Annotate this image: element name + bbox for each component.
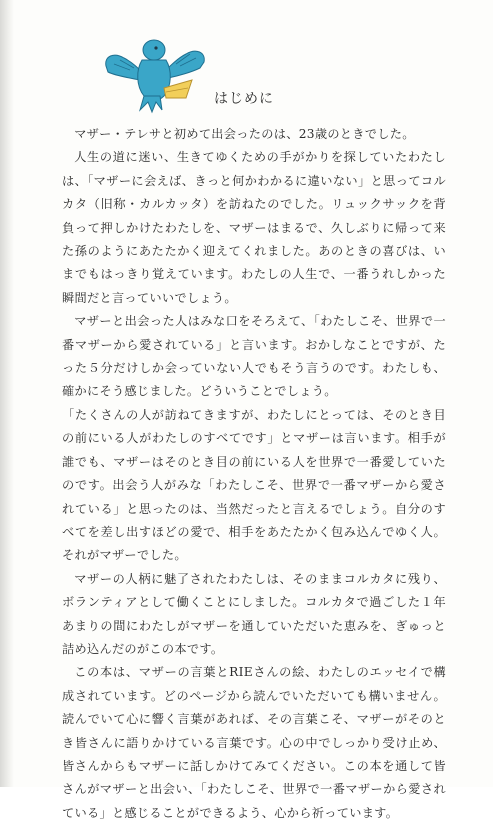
- chapter-title: はじめに: [214, 91, 274, 107]
- paragraph-4: 「たくさんの人が訪ねてきますが、わたしにとっては、そのとき目の前にいる人がわたしのすべてです」とマザーは言います。相手が誰でも、マザーはそのとき目の前にいる人を世界で一番愛していたのです。出会う人がみな「わたしこそ、世界で一番マザーから愛されている」と思ったのは、当然だったと言えるでしょう。自分のすべてを差し出すほどの愛で、相手をあたたかく包み込んでゆく人。それがマザーでした。: [62, 407, 446, 563]
- blue-bird-icon: [100, 36, 210, 116]
- paragraph-3: マザーと出会った人はみな口をそろえて、「わたしこそ、世界で一番マザーから愛されている」と言います。おかしなことですが、たった５分だけしか会っていない人でもそう言うのです。わたしも、確かにそう感じました。どういうことでしょう。: [62, 314, 446, 399]
- paragraph-2: 人生の道に迷い、生きてゆくための手がかりを探していたわたしは、「マザーに会えば、きっと何かわかるに違いない」と思ってコルカタ（旧称・カルカッタ）を訪ねたのでした。リュックサックを背負って押しかけたわたしを、マザーはまるで、久しぶりに帰って来た孫のようにあたたかく迎えてくれました。あのときの喜びは、いまでもはっきり覚えています。わたしの人生で、一番うれしかった瞬間だと言っていいでしょう。: [62, 150, 446, 305]
- paragraph-5: マザーの人柄に魅了されたわたしは、そのままコルカタに残り、ボランティアとして働くことにしました。コルカタで過ごした１年あまりの間にわたしがマザーを通していただいた恵みを、ぎゅっと詰め込んだのがこの本です。: [62, 571, 446, 656]
- chapter-header: [100, 36, 400, 116]
- body-text: [62, 123, 446, 825]
- paragraph-1: マザー・テレサと初めて出会ったのは、23歳のときでした。: [74, 127, 415, 141]
- page-gutter: [0, 0, 14, 787]
- paragraph-6: この本は、マザーの言葉とRIEさんの絵、わたしのエッセイで構成されています。どのページから読んでいただいても構いません。読んでいて心に響く言葉があれば、その言葉こそ、マザーがそのとき皆さんに語りかけている言葉です。心の中でしっかり受け止め、皆さんからもマザーに話しかけてみてください。この本を通して皆さんがマザーと出会い、「わたしこそ、世界で一番マザーから愛されている」と感じることができるよう、心から祈っています。: [62, 665, 446, 820]
